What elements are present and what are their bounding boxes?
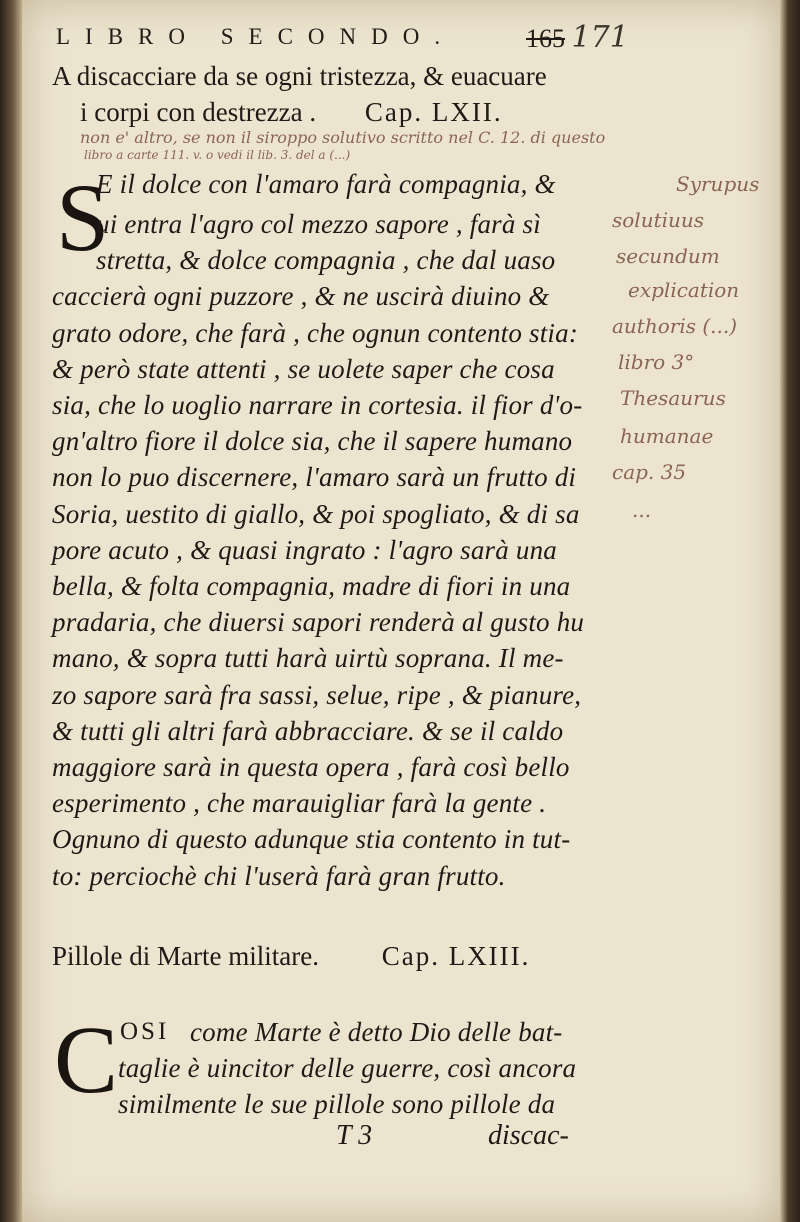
chapter-62-label: Cap. LXII. [364,97,503,127]
signature-mark: T 3 [336,1120,373,1151]
drop-cap-s: S [56,164,110,271]
chapter-62-body-line: Ognuno di questo adunque stia contento in tut- [52,824,571,854]
first-word: OSI [120,1018,170,1045]
chapter-62-body-line: stretta, & dolce compagnia , che dal uaso [96,245,556,275]
chapter-62-body-line: maggiore sarà in questa opera , farà così bello [52,752,570,782]
chapter-62-body-line: caccierà ogni puzzore , & ne uscirà diuino & [52,281,550,311]
chapter-62-body-line: sia, che lo uoglio narrare in cortesia. il fior d'o- [52,390,583,420]
chapter-62-body-line: pore acuto , & quasi ingrato : l'agro sarà una [52,535,557,565]
chapter-62-title-line-1: A discacciare da se ogni tristezza, & euacuare [52,61,547,91]
margin-note: humanae [620,424,714,448]
printed-page-number: 165 [526,24,565,53]
margin-note: Thesaurus [620,386,726,410]
margin-note: secundum [616,244,720,268]
chapter-62-body-line: ui entra l'agro col mezzo sapore , farà sì [96,209,541,239]
chapter-62-body-line: bella, & folta compagnia, madre di fiori in una [52,571,571,601]
chapter-62-title-text: i corpi con destrezza . [80,97,317,127]
margin-note: libro 3° [618,350,695,374]
chapter-62-body-line: Soria, uestito di giallo, & poi spogliato, & di sa [52,499,580,529]
handwritten-page-number: 171 [571,20,629,55]
chapter-62-body-line: grato odore, che farà , che ognun contento stia: [52,318,579,348]
chapter-63-title: Pillole di Marte militare. [52,941,319,971]
drop-cap-c: C [54,1006,119,1113]
chapter-63-label: Cap. LXIII. [381,941,531,971]
chapter-63-body-line: similmente le sue pillole sono pillole da [118,1089,556,1119]
chapter-63-body-line: taglie è uincitor delle guerre, così ancora [118,1053,577,1083]
book-gutter [0,0,22,1222]
chapter-63-body-line: come Marte è detto Dio delle bat- [190,1017,563,1047]
margin-note: ... [632,498,652,522]
chapter-63-first-word [120,1014,169,1050]
margin-note: authoris (...) [612,314,738,338]
chapter-62-body-line: gn'altro fiore il dolce sia, che il sapere humano [52,426,573,456]
catchword: discac- [488,1120,569,1151]
chapter-63-title-line [52,938,530,974]
page-number [526,20,629,55]
verse-line: E il dolce con l'amaro farà compagnia, & [96,169,556,199]
chapter-62-body-line: non lo puo discernere, l'amaro sarà un frutto di [52,462,577,492]
chapter-62-body-line: pradaria, che diuersi sapori renderà al gusto hu [52,607,585,637]
chapter-62-body-line: & però state attenti , se uolete saper che cosa [52,354,555,384]
margin-note: cap. 35 [612,460,687,484]
page-edge [780,0,800,1222]
running-title: LIBRO SECONDO. [56,24,456,49]
chapter-62-title-line-2 [80,94,503,130]
margin-note: Syrupus [676,172,760,196]
chapter-62-body-line: to: perciochè chi l'userà farà gran frutto. [52,861,506,891]
handwritten-annotation-1: non e' altro, se non il siroppo solutivo scritto nel C. 12. di questo [80,128,606,147]
handwritten-annotation-2: libro a carte 111. v. o vedi il lib. 3. del a (...) [84,148,351,162]
margin-note: explication [628,278,740,302]
chapter-62-body-line: mano, & sopra tutti harà uirtù soprana. Il me- [52,643,564,673]
chapter-62-body-line: zo sapore sarà fra sassi, selue, ripe , & pianure, [52,680,582,710]
margin-note: solutiuus [612,208,705,232]
chapter-62-body-line: & tutti gli altri farà abbracciare. & se il caldo [52,716,564,746]
chapter-62-body-line: esperimento , che marauigliar farà la gente . [52,788,547,818]
